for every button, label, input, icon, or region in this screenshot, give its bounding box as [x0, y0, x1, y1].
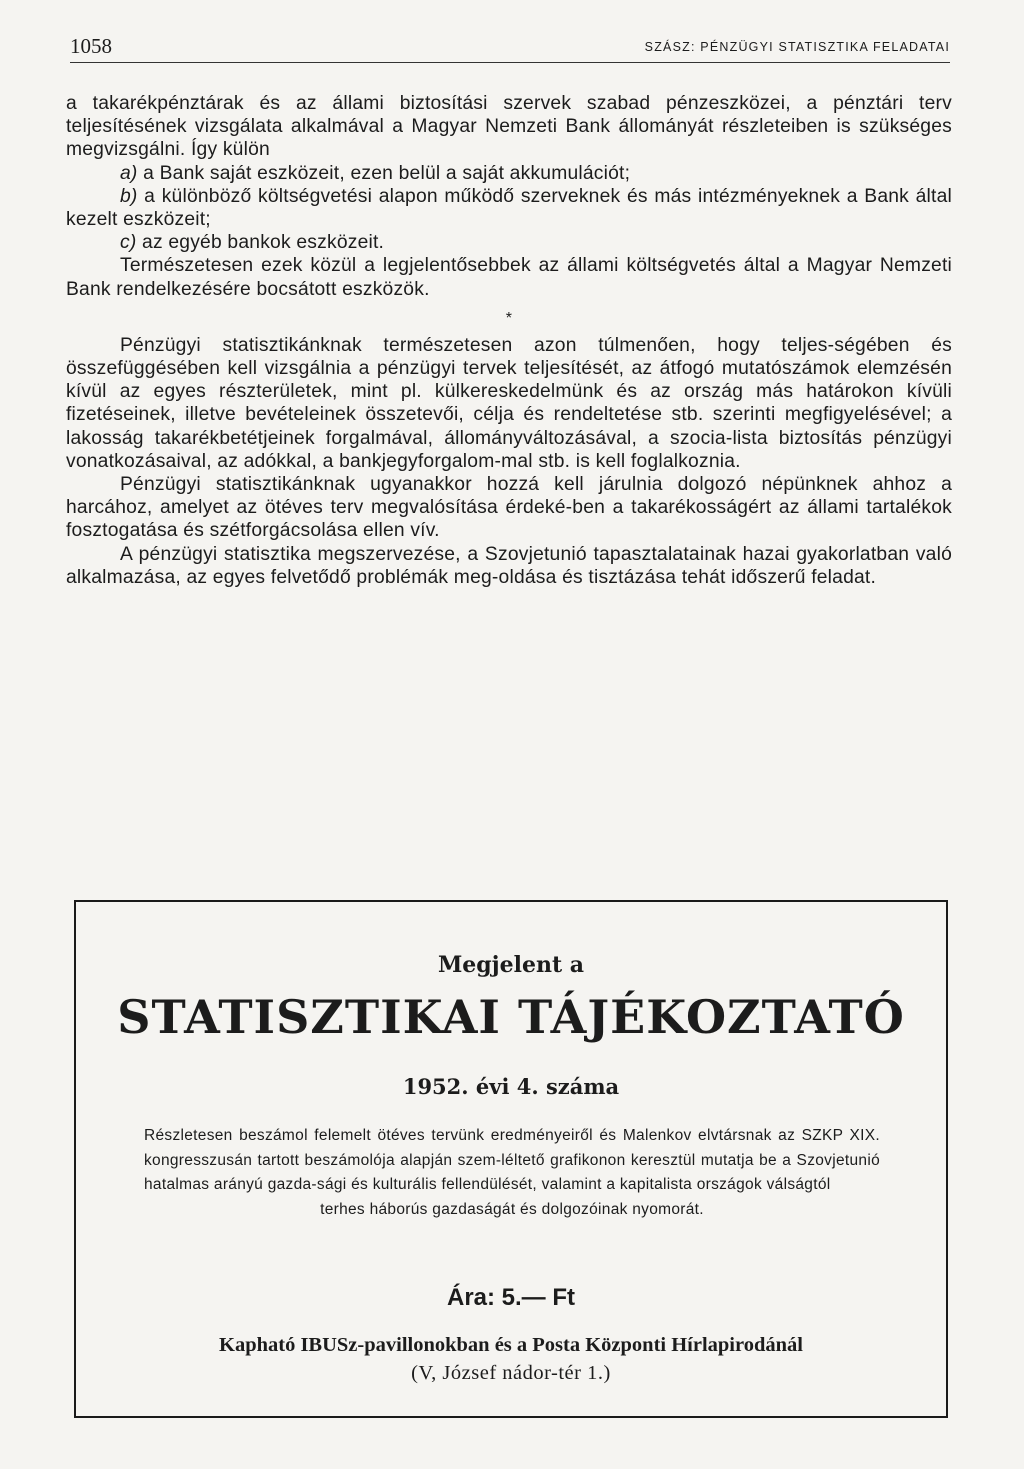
list-marker-b: b): [120, 185, 138, 207]
ad-address: (V, József nádor-tér 1.): [411, 1362, 611, 1384]
ad-description-body: Részletesen beszámol felemelt ötéves tervünk eredményeiről és Malenkov elvtársnak az SZKP XIX. kongresszusán tartott beszámolója alapján szem-léltető grafikonon keresztül mutatja be a Szovjetunió hatalmas arányú gazda-sági és kulturális fellendülését, valamint a kapitalista országok válságtól: [144, 1127, 880, 1193]
list-marker-a: a): [120, 162, 138, 184]
list-text-a: a Bank saját eszközeit, ezen belül a saját akkumulációt;: [137, 162, 631, 184]
advertisement-box: [74, 900, 948, 1418]
paragraph-1: a takarékpénztárak és az állami biztosítási szervek szabad pénzeszközei, a pénztári terv teljesítésének vizsgálata alkalmával a Magyar Nemzeti Bank állományát részleteiben is szükséges megvizsgálni. Így külön: [66, 93, 952, 161]
ad-kicker: Megjelent a: [437, 952, 585, 978]
section-separator: *: [505, 309, 513, 327]
header-rule: [70, 62, 950, 63]
list-text-b: a különböző költségvetési alapon működő szerveknek és más intézményeknek a Bank által kezelt eszközeit;: [66, 185, 952, 231]
paragraph-4: Pénzügyi statisztikánknak ugyanakkor hozzá kell járulnia dolgozó népünknek ahhoz a harcához, amelyet az ötéves terv megvalósítása érdeké-ben a takarékosságért az állami tartalékok fosztogatása és szétforgácsolása ellen vív.: [66, 474, 952, 542]
article-body: [66, 92, 952, 589]
ad-issue: 1952. évi 4. száma: [402, 1074, 620, 1099]
ad-price: Ára: 5.— Ft: [446, 1284, 575, 1311]
page-number: 1058: [70, 34, 112, 58]
paragraph-5: A pénzügyi statisztika megszervezése, a Szovjetunió tapasztalatainak hazai gyakorlatban való alkalmazása, az egyes felvetődő problémák meg-oldása és tisztázása tehát időszerű feladat.: [66, 543, 952, 588]
ad-availability: Kapható IBUSz-pavillonokban és a Posta Központi Hírlapirodánál: [219, 1334, 803, 1356]
list-item-c: [66, 231, 952, 254]
paragraph-2: Természetesen ezek közül a legjelentősebbek az állami költségvetés által a Magyar Nemzeti Bank rendelkezésére bocsátott eszközök.: [66, 255, 952, 300]
ad-description: [144, 1124, 880, 1222]
list-text-c: az egyéb bankok eszközeit.: [136, 232, 385, 254]
paragraph-3: Pénzügyi statisztikánknak természetesen azon túlmenően, hogy teljes-ségében és összefüggésében kell vizsgálnia a pénzügyi tervek teljesítését, az átfogó mutatószámok elemzésén kívül az egyes részterületek, mint pl. külkereskedelmünk és az ország más határokon kívüli fizetéseinek, illetve bevételeinek összetevői, célja és rendeltetése stb. szerinti megfigyelésével; a lakosság takarékbetétjeinek forgalmával, állományváltozásával, a szocia-lista biztosítás pénzügyi vonatkozásaival, az adókkal, a bankjegyforgalom-mal stb. is kell foglalkoznia.: [66, 334, 952, 472]
list-item-a: [66, 162, 952, 185]
list-marker-c: c): [120, 232, 137, 254]
list-item-b: [66, 185, 952, 231]
running-title: SZÁSZ: PÉNZÜGYI STATISZTIKA FELADATAI: [644, 40, 950, 54]
ad-description-last-line: terhes háborús gazdaságát és dolgozóinak nyomorát.: [320, 1200, 704, 1218]
ad-title: STATISZTIKAI TÁJÉKOZTATÓ: [117, 990, 905, 1044]
page-header: [70, 34, 950, 62]
